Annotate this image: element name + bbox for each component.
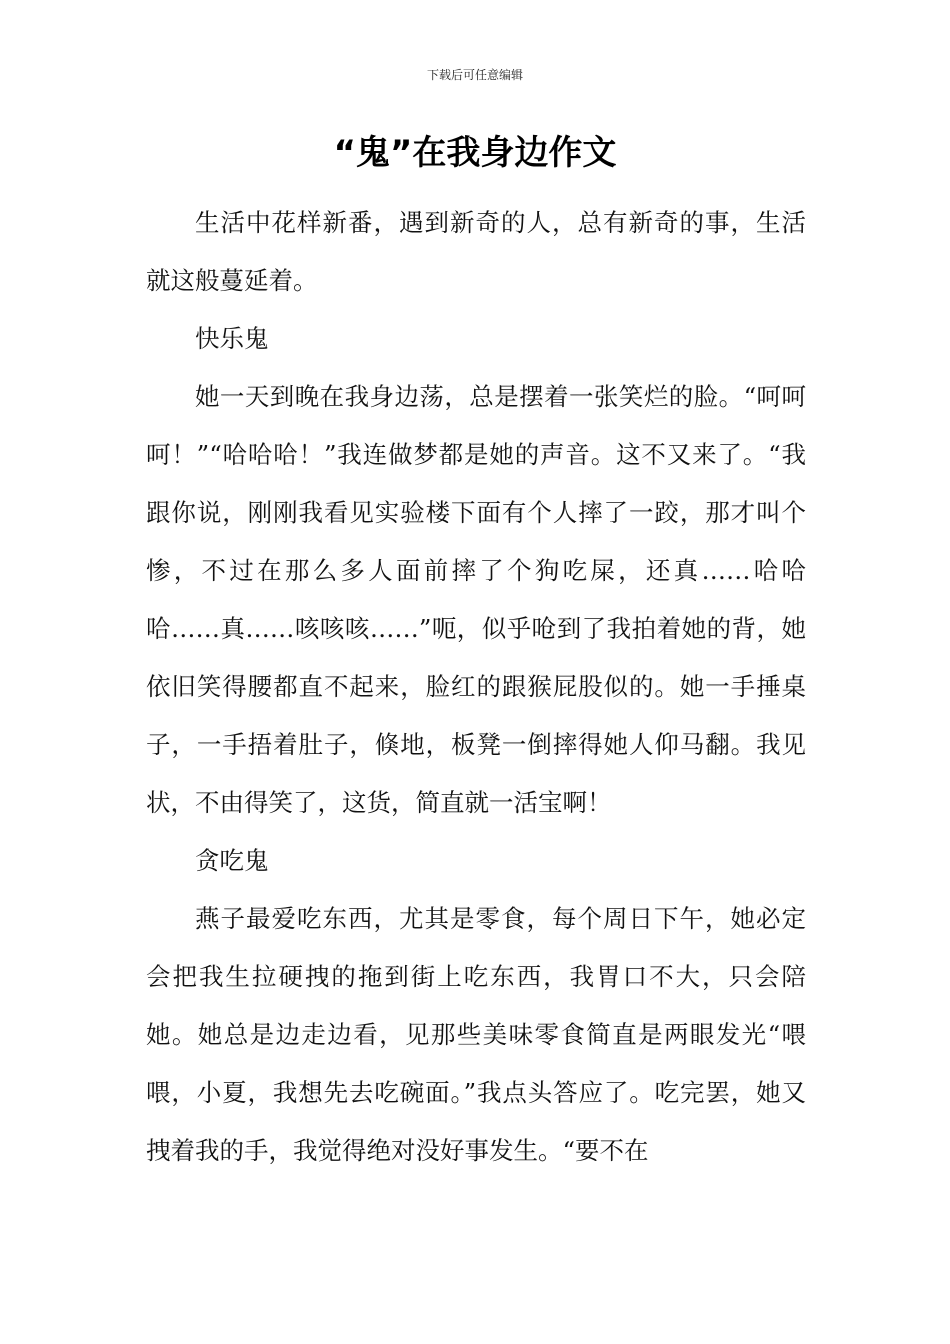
essay-body — [146, 194, 806, 1180]
greedy-ghost-paragraph: 燕子最爱吃东西，尤其是零食，每个周日下午，她必定会把我生拉硬拽的拖到街上吃东西，我胃口不大，只会陪她。她总是边走边看，见那些美味零食简直是两眼发光“喂喂，小夏，我想先去吃碗面。”我点头答应了。吃完罢，她又拽着我的手，我觉得绝对没好事发生。“要不在 — [146, 904, 806, 1165]
header-note: 下载后可任意编辑 — [426, 68, 523, 82]
section-heading-happy-ghost: 快乐鬼 — [195, 324, 269, 353]
happy-ghost-paragraph: 她一天到晚在我身边荡，总是摆着一张笑烂的脸。“呵呵呵！”“哈哈哈！”我连做梦都是她的声音。这不又来了。“我跟你说，刚刚我看见实验楼下面有个人摔了一跤，那才叫个惨，不过在那么多人面前摔了个狗吃屎，还真……哈哈哈……真……咳咳咳……”呃，似乎呛到了我拍着她的背，她依旧笑得腰都直不起来，脸红的跟猴屁股似的。她一手捶桌子，一手捂着肚子，倏地，板凳一倒摔得她人仰马翻。我见状，不由得笑了，这货，简直就一活宝啊！ — [146, 382, 806, 817]
section-heading-greedy-ghost: 贪吃鬼 — [195, 846, 269, 875]
page-title: “鬼”在我身边作文 — [333, 133, 617, 173]
intro-paragraph: 生活中花样新番，遇到新奇的人，总有新奇的事，生活就这般蔓延着。 — [146, 208, 806, 295]
